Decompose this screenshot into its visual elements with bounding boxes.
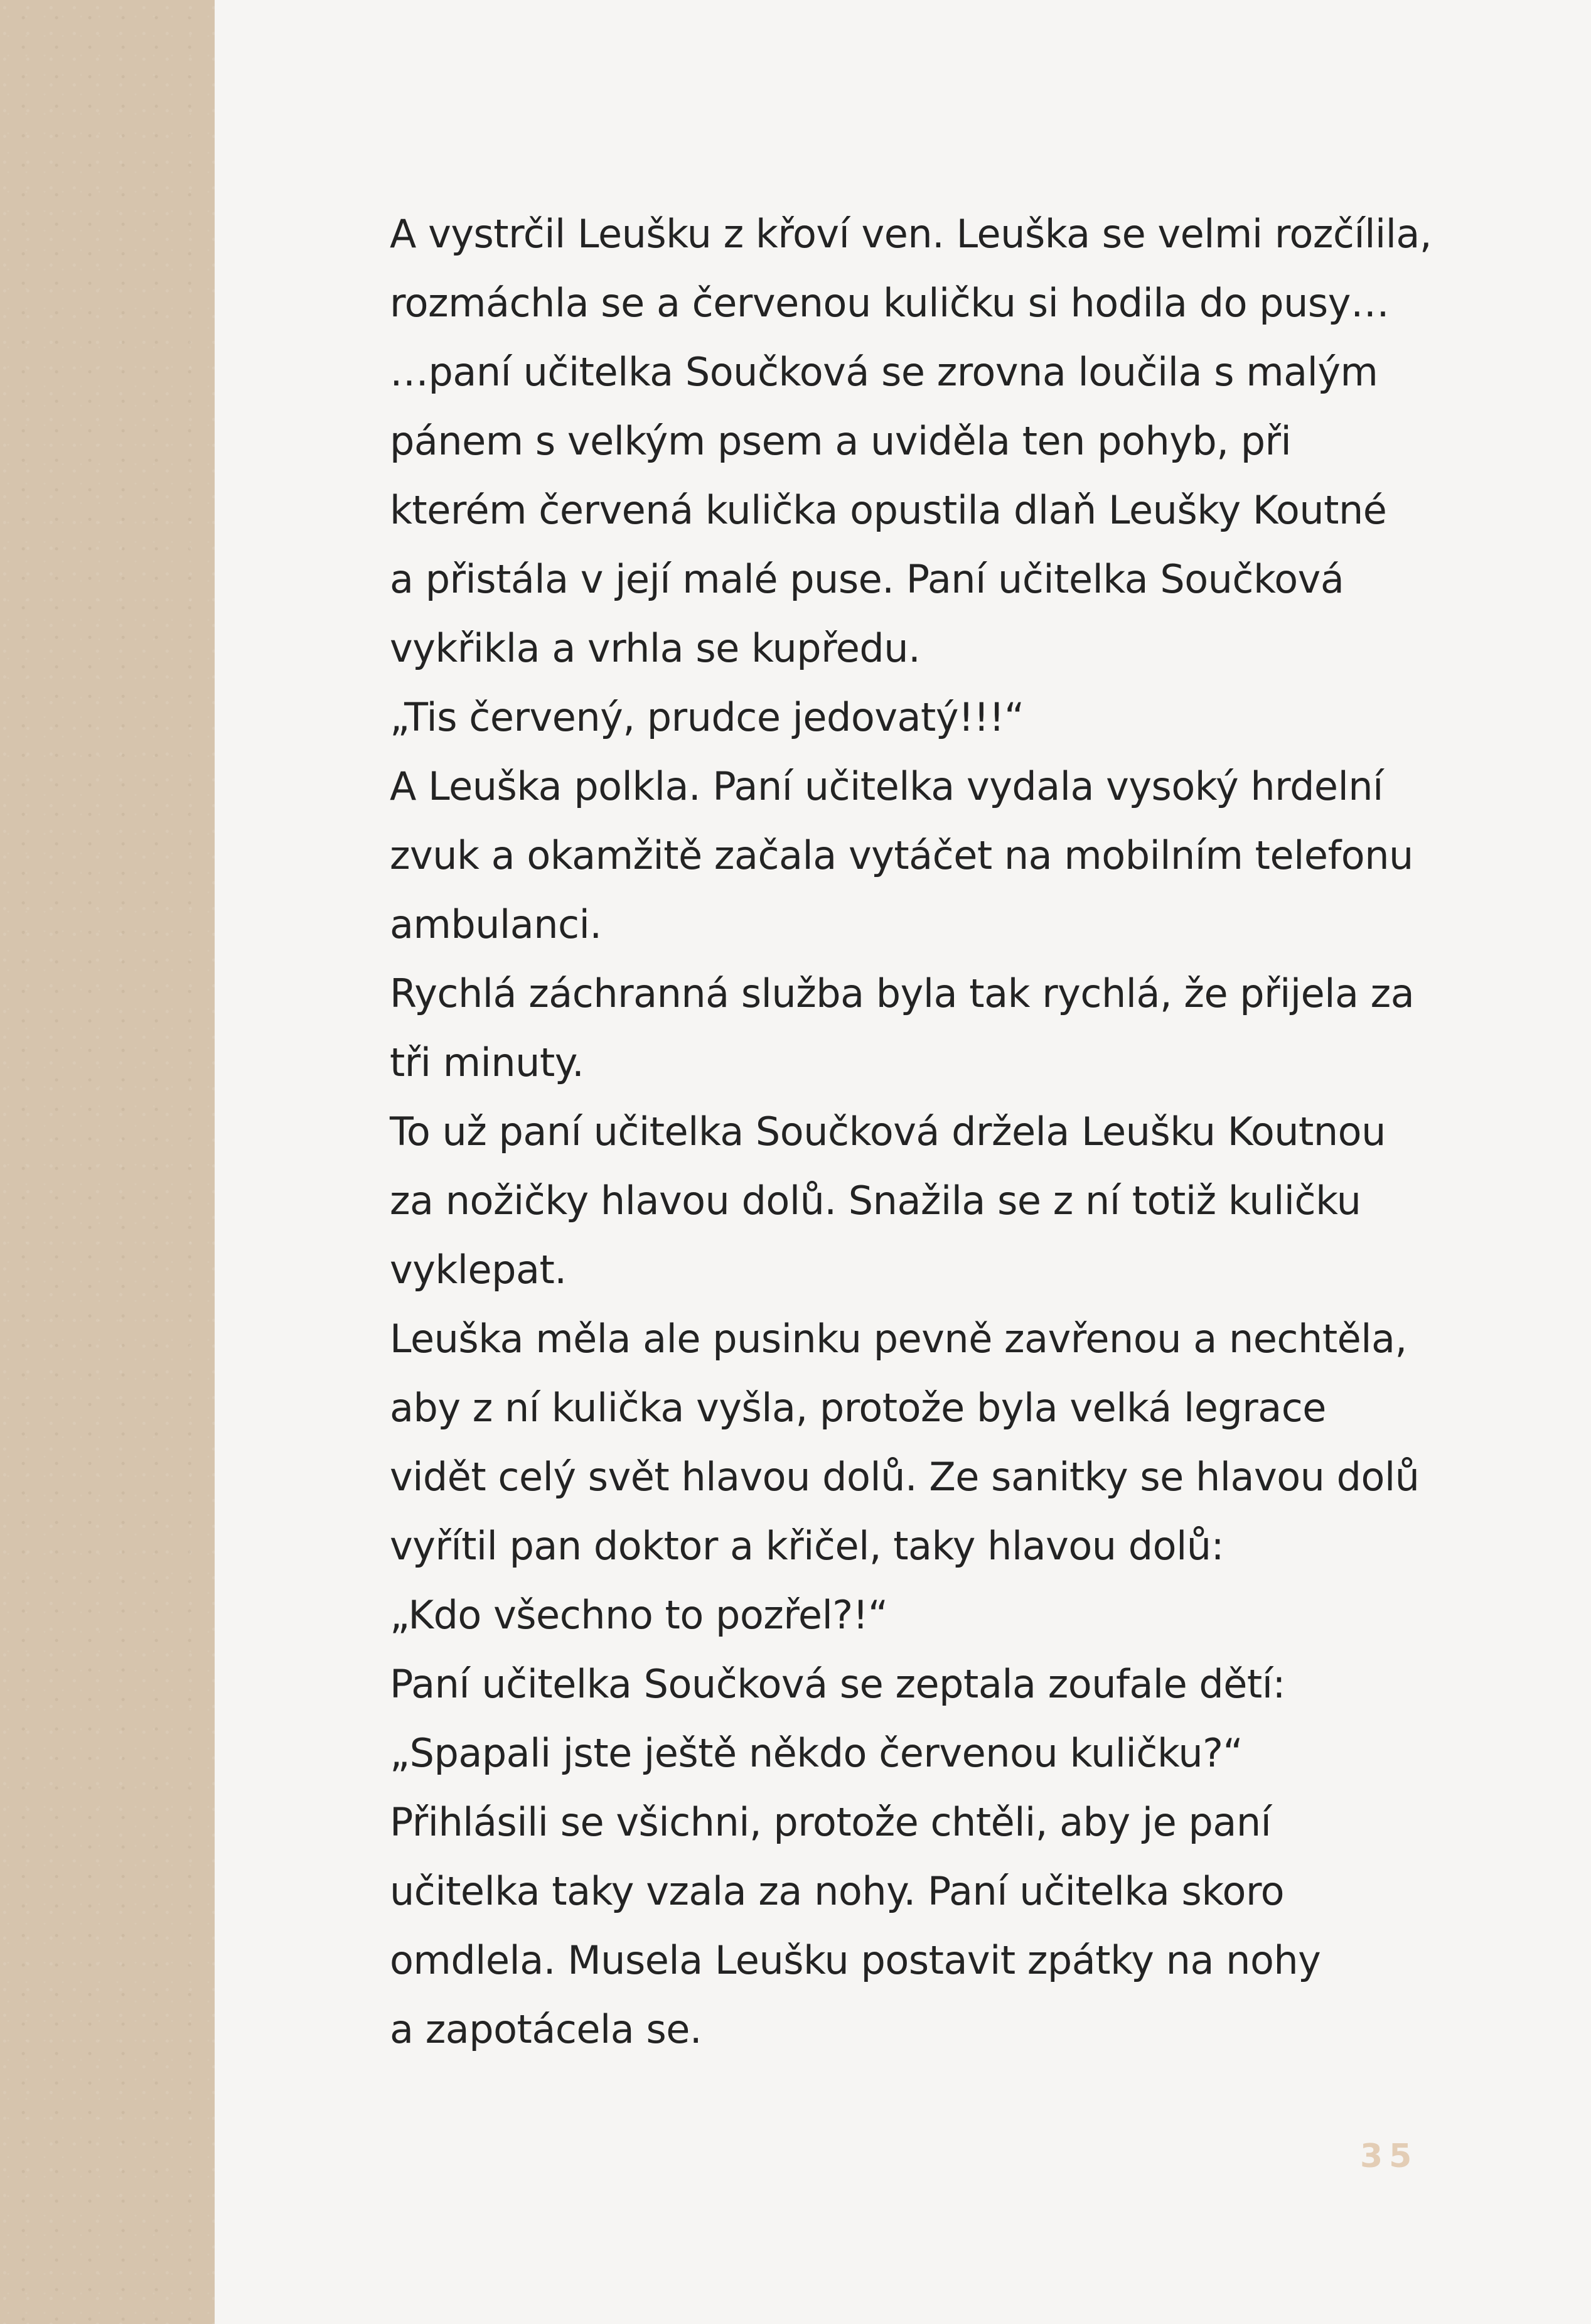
- text-line: pánem s velkým psem a uviděla ten pohyb, při: [390, 418, 1292, 464]
- text-line: …paní učitelka Součková se zrovna loučila s malým: [390, 349, 1378, 395]
- text-line: a zapotácela se.: [390, 2006, 702, 2052]
- text-line: A Leuška polkla. Paní učitelka vydala vysoký hrdelní: [390, 763, 1383, 809]
- page-number: 35: [1360, 2138, 1418, 2175]
- text-line: učitelka taky vzala za nohy. Paní učitelka skoro: [390, 1868, 1285, 1914]
- text-line: vidět celý svět hlavou dolů. Ze sanitky se hlavou dolů: [390, 1454, 1420, 1500]
- text-line: To už paní učitelka Součková držela Leušku Koutnou: [390, 1109, 1386, 1154]
- kraft-paper-strip: [0, 0, 215, 2324]
- text-line: ambulanci.: [390, 901, 602, 947]
- text-line: A vystrčil Leušku z křoví ven. Leuška se velmi rozčílila,: [390, 211, 1432, 257]
- text-line: vyklepat.: [390, 1247, 567, 1293]
- text-line: Leuška měla ale pusinku pevně zavřenou a nechtěla,: [390, 1316, 1407, 1362]
- text-line: „Tis červený, prudce jedovatý!!!“: [390, 694, 1024, 740]
- text-line: „Kdo všechno to pozřel?!“: [390, 1592, 888, 1638]
- text-line: omdlela. Musela Leušku postavit zpátky na nohy: [390, 1937, 1321, 1983]
- text-line: „Spapali jste ještě někdo červenou kuličku?“: [390, 1730, 1243, 1776]
- story-text: [390, 200, 1532, 2064]
- book-page: [215, 0, 1591, 2324]
- text-line: zvuk a okamžitě začala vytáčet na mobilním telefonu: [390, 832, 1413, 878]
- text-line: vykřikla a vrhla se kupředu.: [390, 625, 921, 671]
- text-line: rozmáchla se a červenou kuličku si hodila do pusy…: [390, 280, 1390, 326]
- text-line: Přihlásili se všichni, protože chtěli, aby je paní: [390, 1799, 1272, 1845]
- text-line: vyřítil pan doktor a křičel, taky hlavou dolů:: [390, 1523, 1224, 1569]
- text-line: za nožičky hlavou dolů. Snažila se z ní totiž kuličku: [390, 1178, 1361, 1224]
- text-line: a přistála v její malé puse. Paní učitelka Součková: [390, 556, 1344, 602]
- text-line: kterém červená kulička opustila dlaň Leušky Koutné: [390, 487, 1387, 533]
- text-line: tři minuty.: [390, 1040, 584, 1085]
- text-line: Rychlá záchranná služba byla tak rychlá, že přijela za: [390, 971, 1415, 1016]
- text-line: Paní učitelka Součková se zeptala zoufale dětí:: [390, 1661, 1285, 1707]
- text-line: aby z ní kulička vyšla, protože byla velká legrace: [390, 1385, 1326, 1431]
